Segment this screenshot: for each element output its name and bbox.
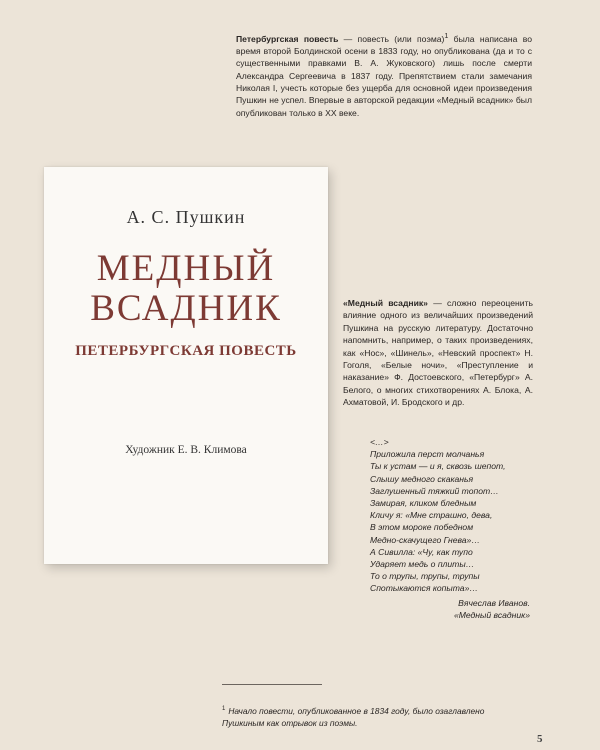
poem-line: Приложила перст молчанья — [370, 449, 485, 460]
page-number: 5 — [537, 733, 543, 745]
poem-line: Ты к устам — и я, сквозь шепот, — [370, 461, 506, 472]
footnote — [222, 703, 522, 729]
footnote-text: Начало повести, опубликованное в 1834 году, было озаглавлено Пушкиным как отрывок из поэмы. — [222, 705, 485, 728]
poem-line: Заглушенный тяжкий топот… — [370, 485, 499, 496]
book-title-line-2: ВСАДНИК — [90, 288, 282, 329]
footnote-divider — [222, 684, 322, 685]
poem-line: <…> — [370, 437, 389, 447]
poem-excerpt — [370, 436, 535, 595]
poem-line: Слышу медного скаканья — [370, 473, 474, 484]
top-annotation-lead: Петербургская повесть — [236, 33, 339, 44]
poem-line: Медно-скачущего Гнева»… — [370, 534, 480, 545]
book-title — [44, 249, 328, 329]
top-annotation-rest: была написана во время второй Болдинской осени в 1833 году, но опубликована (да и то с существенными правками В. А. Жуковского) лишь после смерти Александра Сергеевича в 1837 году. Препятствием стали замечания Николая I, учесть которые без ущерба для основной идеи произведения Пушкин не успел. Впервые в авторской редакции «Медный всадник» был опубликован только в XX веке. — [236, 33, 532, 118]
book-title-line-1: МЕДНЫЙ — [96, 248, 276, 289]
side-annotation — [343, 297, 533, 409]
footnote-mark: 1 — [222, 706, 226, 712]
poem-line: Спотыкаются копыта»… — [370, 583, 478, 594]
poem-line: А Сивилла: «Чу, как тупо — [370, 546, 473, 557]
poem-line: В этом мороке победном — [370, 522, 474, 533]
poem-line: Замирая, кликом бледным — [370, 498, 477, 509]
poem-source: «Медный всадник» — [453, 610, 530, 621]
book-subtitle: ПЕТЕРБУРГСКАЯ ПОВЕСТЬ — [75, 343, 297, 359]
poem-attribution — [360, 597, 530, 621]
top-annotation — [236, 30, 532, 119]
poem-line: Кличу я: «Мне страшно, дева, — [370, 510, 493, 521]
book-artist: Художник Е. В. Климова — [125, 444, 247, 456]
footnote-reference: 1 — [444, 32, 449, 40]
poem-line: То о трупы, трупы, трупы — [370, 571, 480, 582]
side-annotation-lead: «Медный всадник» — [343, 298, 428, 308]
side-annotation-text: — сложно переоценить влияние одного из величайших произведений Пушкина на русскую литературу. Достаточно напомнить, например, о таких произведениях, как «Нос», «Шинель», «Невский проспект» Н. Гоголя, «Белые ночи», «Преступление и наказание» Ф. Достоевского, «Петербург» А. Белого, о многих стихотворениях А. Блока, А. Ахматовой, И. Бродского и др. — [343, 298, 533, 408]
book-cover — [44, 167, 328, 564]
poem-author: Вячеслав Иванов. — [458, 598, 530, 608]
book-author: А. С. Пушкин — [126, 207, 246, 227]
top-annotation-text: — повесть (или поэма) — [338, 33, 445, 44]
poem-line: Ударяет медь о плиты… — [370, 559, 475, 570]
